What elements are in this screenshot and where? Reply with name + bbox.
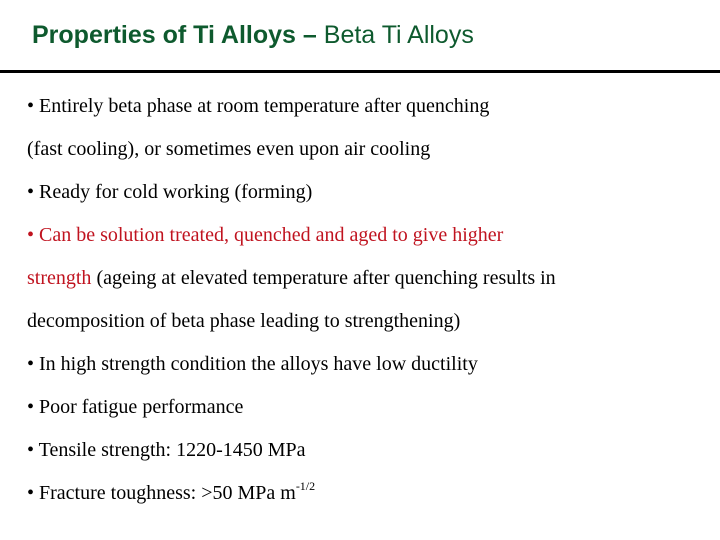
bullet-tensile-strength: • Tensile strength: 1220-1450 MPa: [27, 439, 306, 461]
bullet-low-ductility: • In high strength condition the alloys have low ductility: [27, 353, 478, 375]
slide-title: [32, 18, 474, 52]
title-divider: [0, 70, 720, 73]
slide-title-subtitle: Beta Ti Alloys: [323, 21, 474, 49]
bullet-fracture-toughness: [27, 475, 707, 518]
strength-highlight: strength: [27, 267, 92, 289]
bullet-decomposition: decomposition of beta phase leading to strengthening): [27, 310, 461, 332]
bullet-list: [27, 88, 707, 518]
ageing-explanation: (ageing at elevated temperature after quenching results in: [91, 267, 556, 289]
bullet-cold-working: • Ready for cold working (forming): [27, 181, 313, 203]
bullet-solution-treated-cont: [27, 260, 707, 303]
bullet-beta-phase: • Entirely beta phase at room temperature after quenching: [27, 95, 490, 117]
fracture-toughness-exponent: -1/2: [295, 479, 316, 493]
slide-title-bold: Properties of Ti Alloys –: [32, 21, 317, 49]
bullet-fatigue: • Poor fatigue performance: [27, 396, 244, 418]
fracture-toughness-text: • Fracture toughness: >50 MPa m: [27, 482, 296, 504]
bullet-beta-phase-cont: (fast cooling), or sometimes even upon air cooling: [27, 138, 431, 160]
bullet-solution-treated: • Can be solution treated, quenched and aged to give higher: [27, 224, 504, 246]
